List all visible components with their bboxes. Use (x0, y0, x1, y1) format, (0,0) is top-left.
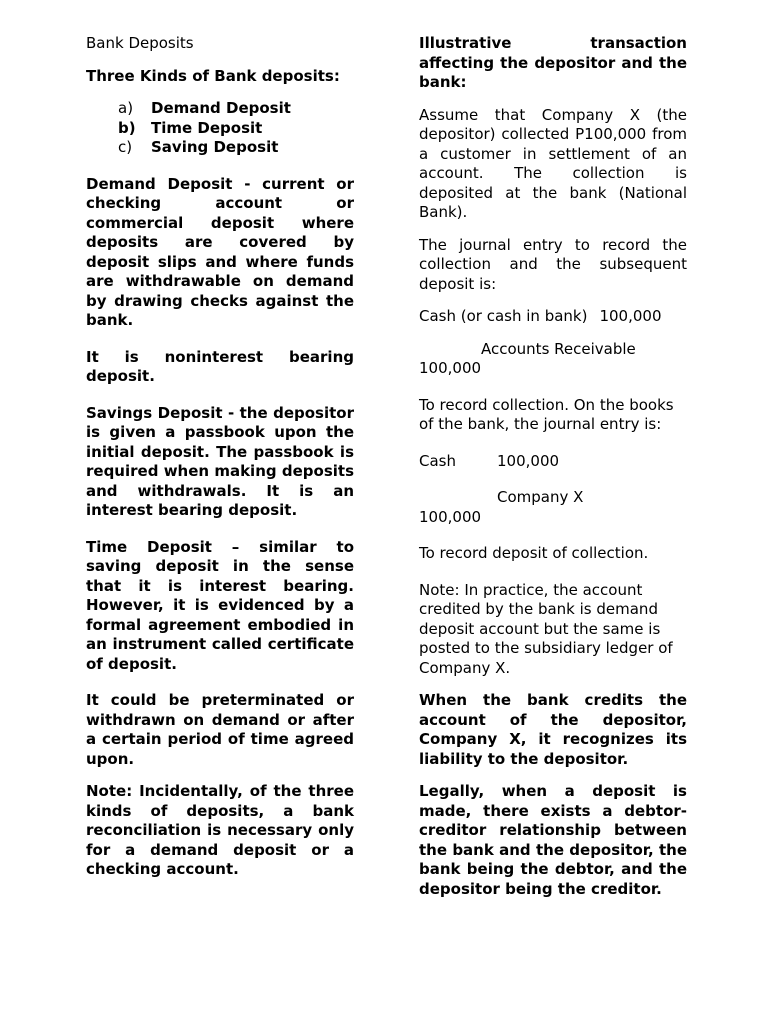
right-note-paragraph: Note: In practice, the account credited by the bank is demand deposit account but the same is posted to the subsidiary ledger of Company X. (419, 580, 673, 677)
savings-deposit-paragraph: Savings Deposit - the depositor is given a passbook upon the initial deposit. The passbook is required when making deposits and withdrawals. It is an interest bearing deposit. (86, 403, 354, 519)
entry1-credit-account: Accounts Receivable (481, 339, 636, 358)
entry2-debit-account: Cash (419, 451, 456, 470)
journal-intro-paragraph: The journal entry to record the collection and the subsequent deposit is: (419, 235, 687, 293)
legally-paragraph: Legally, when a deposit is made, there exists a debtor-creditor relationship between the bank and the depositor, the bank being the debtor, and the depositor being the creditor. (419, 782, 687, 898)
left-note-paragraph: Note: Incidentally, of the three kinds of deposits, a bank reconciliation is necessary only for a demand deposit or a checking account. (86, 782, 354, 878)
list-item-label: Saving Deposit (151, 138, 279, 156)
entry2-credit-account: Company X (497, 488, 584, 506)
time-deposit-paragraph: Time Deposit – similar to saving deposit in the sense that it is interest bearing. However, it is evidenced by a formal agreement embodied in an instrument called certificate of deposit. (86, 537, 354, 673)
entry1-debit-line (419, 307, 687, 327)
bank-credits-paragraph: When the bank credits the account of the depositor, Company X, it recognizes its liability to the depositor. (419, 691, 687, 768)
list-item (118, 138, 354, 158)
kinds-list (86, 99, 354, 158)
entry1-credit-amount: 100,000 (419, 359, 482, 377)
list-item-label: Time Deposit (151, 118, 263, 137)
entry1-credit-line (419, 340, 687, 379)
list-item-label: Demand Deposit (151, 99, 291, 117)
record-collection-paragraph: To record collection. On the books of the bank, the journal entry is: (419, 395, 674, 433)
list-item (118, 119, 354, 139)
entry2-credit-line (419, 488, 687, 527)
left-column (86, 34, 354, 880)
entry2-debit-amount: 100,000 (497, 451, 560, 470)
list-marker: c) (118, 138, 133, 156)
entry1-debit-amount: 100,000 (599, 307, 662, 325)
entry1-debit-account: Cash (or cash in bank) (419, 307, 588, 325)
right-column (419, 34, 687, 899)
demand-deposit-paragraph: Demand Deposit - current or checking account or commercial deposit where deposits are covered by deposit slips and where funds are withdrawable on demand by drawing checks against the bank. (86, 174, 354, 329)
list-marker: a) (118, 99, 134, 117)
assume-paragraph: Assume that Company X (the depositor) collected P100,000 from a customer in settlement of an account. The collection is deposited at the bank (National Bank). (419, 105, 687, 221)
illustration-heading: Illustrative transaction affecting the depositor and the bank: (419, 34, 687, 91)
noninterest-paragraph: It is noninterest bearing deposit. (86, 347, 354, 385)
document-title: Bank Deposits (86, 34, 194, 52)
kinds-heading: Three Kinds of Bank deposits: (86, 66, 340, 85)
entry2-debit-line (419, 452, 687, 472)
preterminated-paragraph: It could be preterminated or withdrawn on demand or after a certain period of time agreed upon. (86, 691, 354, 768)
list-item (118, 99, 354, 119)
list-marker: b) (118, 118, 136, 137)
record-deposit-paragraph: To record deposit of collection. (419, 544, 649, 562)
entry2-credit-amount: 100,000 (419, 507, 482, 526)
